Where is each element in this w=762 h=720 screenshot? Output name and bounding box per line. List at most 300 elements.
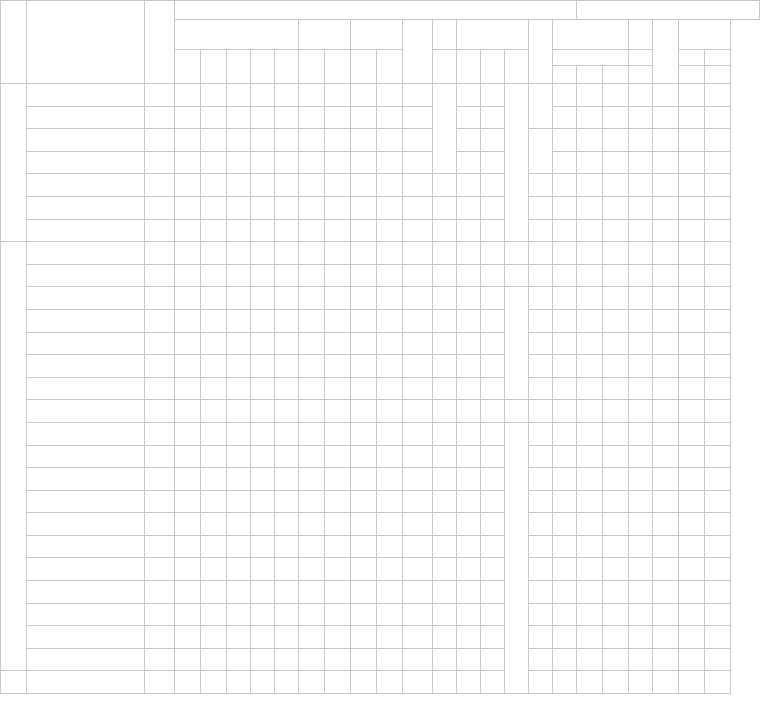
header-da2 (679, 66, 705, 84)
value-cell (351, 558, 377, 581)
value-cell (577, 603, 603, 626)
table-row (1, 671, 760, 694)
value-cell (577, 400, 603, 423)
value-cell (529, 648, 553, 671)
value-cell (403, 106, 433, 129)
unit-name-cell (27, 513, 145, 536)
value-cell (227, 626, 251, 649)
value-cell (481, 445, 505, 468)
value-cell (201, 151, 227, 174)
value-cell (705, 332, 731, 355)
value-cell (705, 490, 731, 513)
value-cell (227, 151, 251, 174)
value-cell (705, 219, 731, 242)
value-cell (251, 535, 275, 558)
value-cell (653, 468, 679, 491)
unit-name-cell (27, 309, 145, 332)
value-cell (201, 219, 227, 242)
value-cell (433, 242, 457, 265)
value-cell (299, 84, 325, 107)
value-cell (679, 309, 705, 332)
value-cell (201, 468, 227, 491)
value-cell (529, 513, 553, 536)
merged-cell (529, 84, 553, 129)
value-cell (679, 648, 705, 671)
table-row (1, 445, 760, 468)
value-cell (377, 422, 403, 445)
value-cell (351, 535, 377, 558)
value-cell (403, 242, 433, 265)
value-cell (529, 242, 553, 265)
value-cell (251, 129, 275, 152)
value-cell (175, 196, 201, 219)
value-cell (377, 174, 403, 197)
value-cell (299, 558, 325, 581)
value-cell (553, 558, 577, 581)
value-cell (603, 626, 629, 649)
value-cell (653, 445, 679, 468)
value-cell (577, 626, 603, 649)
value-cell (299, 264, 325, 287)
value-cell (679, 422, 705, 445)
value-cell (577, 151, 603, 174)
value-cell (433, 445, 457, 468)
header-jeongsi (577, 1, 760, 20)
value-cell (653, 174, 679, 197)
header-jong-ilban (299, 50, 325, 84)
value-cell (577, 287, 603, 310)
value-cell (705, 309, 731, 332)
header-susi-subtotal (403, 20, 433, 84)
value-cell (403, 355, 433, 378)
value-cell (603, 648, 629, 671)
value-cell (275, 174, 299, 197)
value-cell (603, 377, 629, 400)
value-cell (299, 196, 325, 219)
value-cell (629, 468, 653, 491)
unit-name-cell (27, 648, 145, 671)
header-hakgyo-gyogwa2 (457, 20, 529, 50)
value-cell (481, 626, 505, 649)
value-cell (457, 648, 481, 671)
value-cell (433, 355, 457, 378)
value-cell (653, 151, 679, 174)
value-cell (529, 219, 553, 242)
value-cell (653, 264, 679, 287)
value-cell (351, 603, 377, 626)
value-cell (457, 355, 481, 378)
value-cell (603, 287, 629, 310)
value-cell (457, 468, 481, 491)
unit-name-cell (27, 355, 145, 378)
value-cell (679, 400, 705, 423)
value-cell (653, 129, 679, 152)
value-cell (403, 671, 433, 694)
table-row (1, 287, 760, 310)
value-cell (251, 196, 275, 219)
value-cell (325, 490, 351, 513)
value-cell (403, 400, 433, 423)
value-cell (553, 129, 577, 152)
value-cell (351, 309, 377, 332)
value-cell (577, 129, 603, 152)
value-cell (325, 377, 351, 400)
value-cell (705, 196, 731, 219)
value-cell (481, 219, 505, 242)
header-silgi (351, 20, 403, 50)
value-cell (457, 287, 481, 310)
value-cell (227, 174, 251, 197)
value-cell (553, 84, 577, 107)
value-cell (603, 174, 629, 197)
value-cell (175, 129, 201, 152)
value-cell (457, 558, 481, 581)
value-cell (433, 422, 457, 445)
value-cell (603, 84, 629, 107)
value-cell (629, 129, 653, 152)
value-cell (705, 287, 731, 310)
value-cell (653, 671, 679, 694)
value-cell (275, 355, 299, 378)
value-cell (553, 400, 577, 423)
quota-value (145, 129, 175, 152)
value-cell (679, 219, 705, 242)
value-cell (227, 196, 251, 219)
value-cell (433, 626, 457, 649)
value-cell (577, 309, 603, 332)
value-cell (377, 400, 403, 423)
merged-cell (505, 242, 529, 265)
value-cell (481, 603, 505, 626)
header-ilban (175, 50, 201, 84)
header-hakjong2 (433, 20, 457, 50)
quota-value (145, 106, 175, 129)
value-cell (299, 513, 325, 536)
value-cell (553, 377, 577, 400)
value-cell (529, 422, 553, 445)
value-cell (679, 355, 705, 378)
value-cell (603, 445, 629, 468)
value-cell (457, 264, 481, 287)
value-cell (603, 309, 629, 332)
value-cell (377, 445, 403, 468)
value-cell (201, 355, 227, 378)
value-cell (227, 648, 251, 671)
value-cell (275, 332, 299, 355)
value-cell (457, 671, 481, 694)
value-cell (705, 84, 731, 107)
value-cell (325, 648, 351, 671)
value-cell (201, 535, 227, 558)
value-cell (227, 400, 251, 423)
unit-name-cell (27, 558, 145, 581)
value-cell (577, 445, 603, 468)
value-cell (403, 468, 433, 491)
value-cell (325, 106, 351, 129)
value-cell (653, 106, 679, 129)
value-cell (227, 513, 251, 536)
value-cell (529, 603, 553, 626)
value-cell (351, 264, 377, 287)
value-cell (201, 671, 227, 694)
value-cell (629, 264, 653, 287)
value-cell (603, 490, 629, 513)
value-cell (377, 151, 403, 174)
value-cell (705, 535, 731, 558)
table-row (1, 332, 760, 355)
value-cell (227, 581, 251, 604)
value-cell (351, 377, 377, 400)
table-row (1, 174, 760, 197)
value-cell (175, 242, 201, 265)
value-cell (553, 219, 577, 242)
value-cell (275, 626, 299, 649)
header-quota (145, 1, 175, 84)
value-cell (457, 106, 481, 129)
table-row (1, 84, 760, 107)
value-cell (377, 106, 403, 129)
value-cell (351, 355, 377, 378)
value-cell (577, 196, 603, 219)
value-cell (175, 332, 201, 355)
value-cell (577, 671, 603, 694)
value-cell (679, 535, 705, 558)
header-nongeo (433, 50, 457, 84)
value-cell (679, 671, 705, 694)
value-cell (227, 84, 251, 107)
unit-name-cell (27, 422, 145, 445)
value-cell (227, 422, 251, 445)
value-cell (325, 355, 351, 378)
value-cell (299, 626, 325, 649)
value-cell (629, 219, 653, 242)
value-cell (251, 377, 275, 400)
value-cell (553, 242, 577, 265)
value-cell (553, 468, 577, 491)
value-cell (481, 332, 505, 355)
unit-name-cell (27, 219, 145, 242)
quota-value (145, 445, 175, 468)
value-cell (653, 400, 679, 423)
table-body (1, 84, 760, 694)
value-cell (325, 558, 351, 581)
value-cell (403, 626, 433, 649)
value-cell (433, 558, 457, 581)
table-row (1, 535, 760, 558)
value-cell (251, 309, 275, 332)
merged-cell (505, 400, 529, 423)
value-cell (433, 468, 457, 491)
value-cell (275, 445, 299, 468)
value-cell (577, 355, 603, 378)
value-cell (227, 490, 251, 513)
value-cell (201, 513, 227, 536)
value-cell (275, 422, 299, 445)
value-cell (275, 558, 299, 581)
merged-cell (505, 422, 529, 693)
value-cell (653, 422, 679, 445)
value-cell (251, 490, 275, 513)
value-cell (433, 196, 457, 219)
header-nongeo2 (679, 50, 705, 66)
header-susi-outside (529, 20, 553, 84)
value-cell (299, 400, 325, 423)
value-cell (629, 151, 653, 174)
value-cell (377, 490, 403, 513)
value-cell (705, 355, 731, 378)
value-cell (553, 264, 577, 287)
value-cell (653, 219, 679, 242)
value-cell (553, 648, 577, 671)
table-row (1, 400, 760, 423)
value-cell (603, 242, 629, 265)
value-cell (377, 603, 403, 626)
value-cell (377, 377, 403, 400)
value-cell (529, 174, 553, 197)
value-cell (653, 626, 679, 649)
quota-value (145, 309, 175, 332)
value-cell (175, 445, 201, 468)
value-cell (705, 174, 731, 197)
value-cell (351, 129, 377, 152)
value-cell (227, 219, 251, 242)
value-cell (175, 648, 201, 671)
value-cell (299, 242, 325, 265)
value-cell (325, 332, 351, 355)
value-cell (377, 84, 403, 107)
value-cell (457, 581, 481, 604)
value-cell (481, 535, 505, 558)
value-cell (577, 581, 603, 604)
value-cell (227, 468, 251, 491)
value-cell (679, 377, 705, 400)
value-cell (299, 648, 325, 671)
value-cell (325, 422, 351, 445)
quota-value (145, 422, 175, 445)
value-cell (251, 332, 275, 355)
value-cell (175, 400, 201, 423)
value-cell (351, 422, 377, 445)
value-cell (299, 377, 325, 400)
value-cell (653, 603, 679, 626)
value-cell (275, 490, 299, 513)
value-cell (457, 400, 481, 423)
table-row (1, 242, 760, 265)
header-hakjong (299, 20, 351, 50)
value-cell (299, 332, 325, 355)
value-cell (275, 219, 299, 242)
value-cell (201, 422, 227, 445)
header-yechegi2 (629, 50, 653, 66)
value-cell (201, 377, 227, 400)
value-cell (227, 332, 251, 355)
value-cell (325, 513, 351, 536)
value-cell (403, 377, 433, 400)
value-cell (403, 196, 433, 219)
header-suneung (553, 20, 629, 50)
table-row (1, 490, 760, 513)
value-cell (433, 535, 457, 558)
value-cell (433, 513, 457, 536)
value-cell (653, 377, 679, 400)
value-cell (705, 445, 731, 468)
value-cell (325, 671, 351, 694)
merged-cell (505, 264, 529, 287)
value-cell (325, 219, 351, 242)
table-row (1, 377, 760, 400)
value-cell (275, 468, 299, 491)
value-cell (251, 558, 275, 581)
value-cell (457, 196, 481, 219)
value-cell (299, 581, 325, 604)
value-cell (529, 445, 553, 468)
value-cell (351, 626, 377, 649)
value-cell (403, 309, 433, 332)
value-cell (653, 581, 679, 604)
value-cell (629, 581, 653, 604)
value-cell (679, 174, 705, 197)
value-cell (679, 129, 705, 152)
value-cell (351, 106, 377, 129)
value-cell (481, 355, 505, 378)
value-cell (275, 648, 299, 671)
value-cell (629, 84, 653, 107)
header-jeongsi-subtotal (653, 20, 679, 84)
value-cell (629, 558, 653, 581)
value-cell (175, 84, 201, 107)
value-cell (377, 648, 403, 671)
value-cell (275, 196, 299, 219)
unit-name-cell (27, 581, 145, 604)
value-cell (481, 84, 505, 107)
value-cell (629, 332, 653, 355)
value-cell (325, 400, 351, 423)
unit-name-cell (27, 535, 145, 558)
value-cell (251, 445, 275, 468)
value-cell (433, 309, 457, 332)
value-cell (175, 287, 201, 310)
value-cell (251, 174, 275, 197)
value-cell (705, 400, 731, 423)
value-cell (603, 196, 629, 219)
quota-value (145, 84, 175, 107)
college-name (1, 671, 27, 694)
value-cell (325, 151, 351, 174)
value-cell (529, 264, 553, 287)
value-cell (629, 174, 653, 197)
value-cell (529, 377, 553, 400)
value-cell (457, 626, 481, 649)
value-cell (603, 603, 629, 626)
unit-name-cell (27, 332, 145, 355)
value-cell (251, 400, 275, 423)
table-row (1, 603, 760, 626)
value-cell (481, 490, 505, 513)
value-cell (553, 174, 577, 197)
value-cell (553, 603, 577, 626)
value-cell (457, 151, 481, 174)
value-cell (403, 422, 433, 445)
value-cell (653, 355, 679, 378)
value-cell (227, 603, 251, 626)
value-cell (553, 355, 577, 378)
value-cell (351, 490, 377, 513)
value-cell (351, 648, 377, 671)
value-cell (653, 648, 679, 671)
value-cell (679, 445, 705, 468)
table-row (1, 219, 760, 242)
value-cell (403, 332, 433, 355)
